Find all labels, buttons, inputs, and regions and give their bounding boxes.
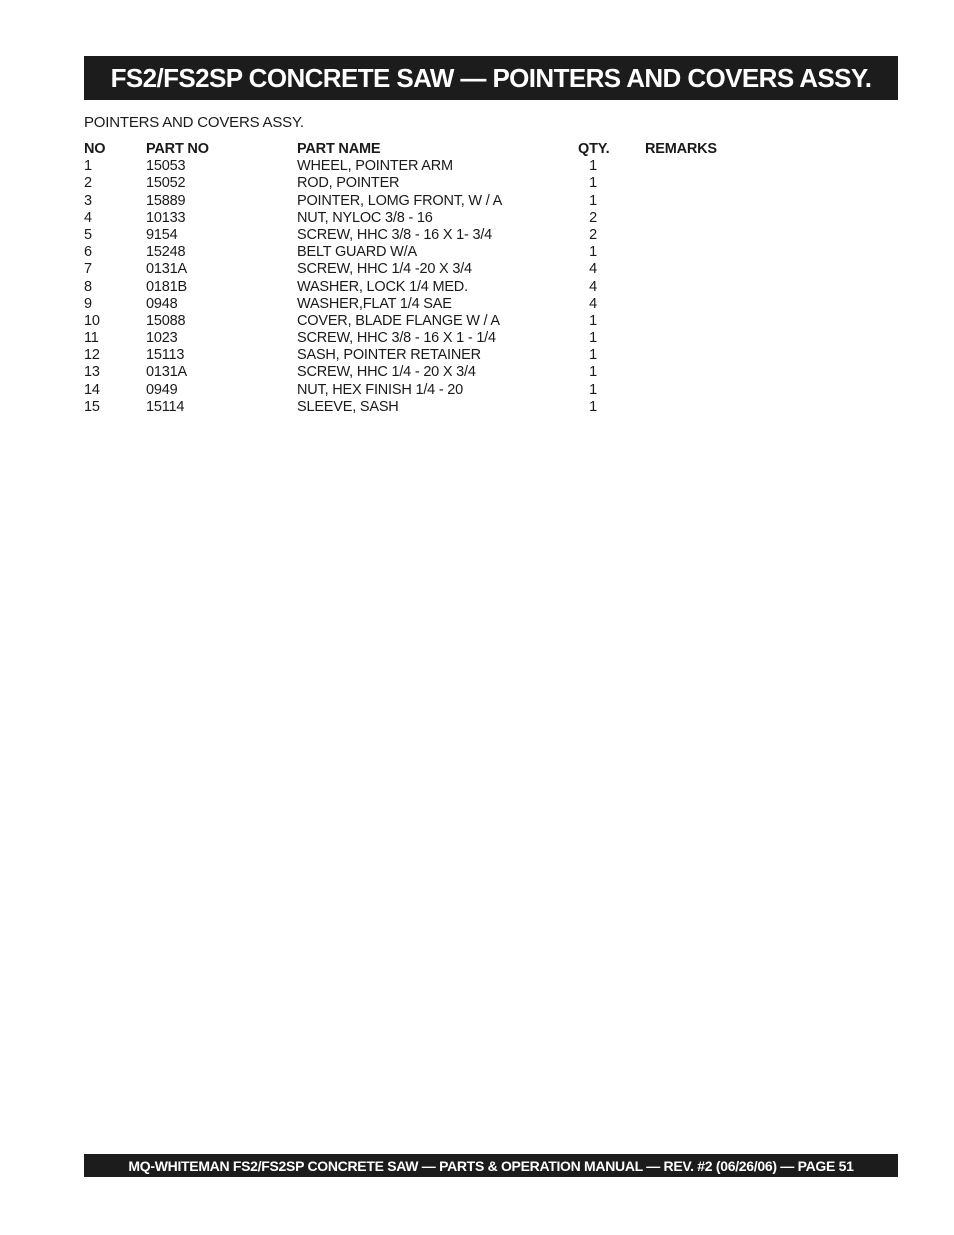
cell-no: 12 bbox=[84, 347, 100, 364]
cell-qty: 1 bbox=[589, 175, 597, 192]
cell-qty: 1 bbox=[589, 244, 597, 261]
cell-no: 2 bbox=[84, 175, 92, 192]
cell-qty: 4 bbox=[589, 295, 597, 312]
cell-part-name: WHEEL, POINTER ARM bbox=[297, 158, 453, 175]
cell-part-name: WASHER,FLAT 1/4 SAE bbox=[297, 295, 452, 312]
cell-part-no: 0948 bbox=[146, 295, 178, 312]
page-footer-bar bbox=[84, 1154, 898, 1177]
cell-no: 1 bbox=[84, 158, 92, 175]
cell-qty: 4 bbox=[589, 261, 597, 278]
cell-part-no: 0181B bbox=[146, 278, 187, 295]
cell-no: 13 bbox=[84, 364, 100, 381]
column-header-part-name: PART NAME bbox=[297, 141, 381, 157]
cell-qty: 1 bbox=[589, 347, 597, 364]
cell-part-no: 10133 bbox=[146, 209, 186, 226]
cell-qty: 1 bbox=[589, 158, 597, 175]
cell-no: 14 bbox=[84, 381, 100, 398]
page-title: FS2/FS2SP CONCRETE SAW — POINTERS AND COVERS ASSY. bbox=[110, 62, 872, 93]
column-header-qty: QTY. bbox=[578, 141, 610, 157]
cell-no: 10 bbox=[84, 312, 100, 329]
cell-part-name: NUT, HEX FINISH 1/4 - 20 bbox=[297, 381, 464, 398]
cell-qty: 1 bbox=[589, 381, 597, 398]
cell-no: 5 bbox=[84, 226, 92, 243]
cell-part-name: ROD, POINTER bbox=[297, 175, 400, 192]
cell-qty: 2 bbox=[589, 226, 597, 243]
cell-no: 3 bbox=[84, 192, 92, 209]
cell-part-name: BELT GUARD W/A bbox=[297, 244, 417, 261]
cell-part-no: 1023 bbox=[146, 330, 178, 347]
cell-part-no: 15052 bbox=[146, 175, 186, 192]
cell-part-no: 9154 bbox=[146, 226, 178, 243]
cell-part-name: NUT, NYLOC 3/8 - 16 bbox=[297, 209, 433, 226]
cell-part-no: 15088 bbox=[146, 312, 186, 329]
cell-no: 4 bbox=[84, 209, 92, 226]
cell-part-no: 15053 bbox=[146, 158, 186, 175]
cell-no: 6 bbox=[84, 244, 92, 261]
cell-part-name: SCREW, HHC 3/8 - 16 X 1- 3/4 bbox=[297, 226, 493, 243]
cell-part-name: SLEEVE, SASH bbox=[297, 398, 399, 415]
column-header-remarks: REMARKS bbox=[645, 141, 717, 157]
cell-part-name: SCREW, HHC 1/4 -20 X 3/4 bbox=[297, 261, 472, 278]
cell-no: 15 bbox=[84, 398, 100, 415]
cell-part-no: 0131A bbox=[146, 261, 187, 278]
cell-qty: 1 bbox=[589, 312, 597, 329]
cell-no: 7 bbox=[84, 261, 92, 278]
cell-part-no: 0949 bbox=[146, 381, 178, 398]
cell-qty: 1 bbox=[589, 398, 597, 415]
cell-part-no: 0131A bbox=[146, 364, 187, 381]
section-title: POINTERS AND COVERS ASSY. bbox=[84, 114, 304, 131]
cell-part-name: SASH, POINTER RETAINER bbox=[297, 347, 481, 364]
cell-no: 8 bbox=[84, 278, 92, 295]
cell-part-no: 15889 bbox=[146, 192, 186, 209]
cell-part-name: SCREW, HHC 3/8 - 16 X 1 - 1/4 bbox=[297, 330, 496, 347]
cell-part-name: POINTER, LOMG FRONT, W / A bbox=[297, 192, 503, 209]
column-header-no: NO bbox=[84, 141, 106, 157]
cell-part-name: WASHER, LOCK 1/4 MED. bbox=[297, 278, 468, 295]
cell-part-no: 15114 bbox=[146, 398, 185, 415]
page-footer: MQ-WHITEMAN FS2/FS2SP CONCRETE SAW — PARTS & OPERATION MANUAL — REV. #2 (06/26/06) — PAGE 51 bbox=[128, 1157, 854, 1174]
cell-part-no: 15248 bbox=[146, 244, 186, 261]
column-header-part-no: PART NO bbox=[146, 141, 209, 157]
cell-part-name: SCREW, HHC 1/4 - 20 X 3/4 bbox=[297, 364, 476, 381]
cell-qty: 1 bbox=[589, 330, 597, 347]
cell-qty: 1 bbox=[589, 192, 597, 209]
cell-no: 11 bbox=[84, 330, 99, 347]
cell-part-no: 15113 bbox=[146, 347, 185, 364]
cell-part-name: COVER, BLADE FLANGE W / A bbox=[297, 312, 500, 329]
cell-qty: 2 bbox=[589, 209, 597, 226]
cell-no: 9 bbox=[84, 295, 92, 312]
page-title-bar bbox=[84, 56, 898, 100]
cell-qty: 4 bbox=[589, 278, 597, 295]
cell-qty: 1 bbox=[589, 364, 597, 381]
